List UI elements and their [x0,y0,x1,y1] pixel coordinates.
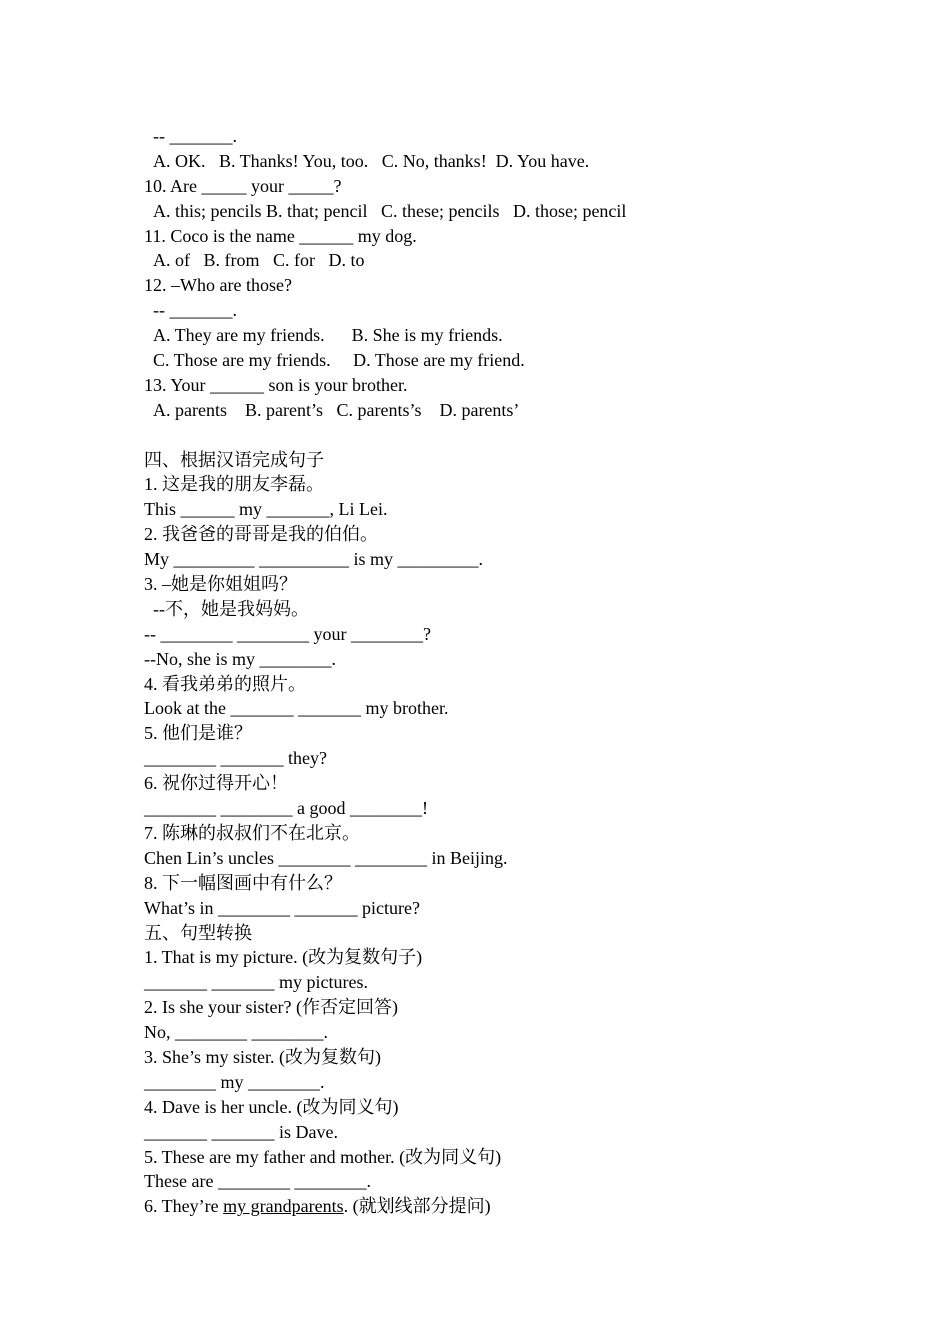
s4-q8-chinese: 8. 下一幅图画中有什么？ [144,872,342,893]
s5-q5-answer: These are ________ ________. [144,1171,371,1192]
q12-options-row-1: A. They are my friends. B. She is my friends. [153,325,503,346]
s4-q3-chinese-reply: --不，她是我妈妈。 [153,598,309,619]
s5-q6-suffix: . (就划线部分提问) [343,1196,491,1217]
s5-q4: 4. Dave is her uncle. (改为同义句) [144,1096,399,1117]
s4-q1-english: This ______ my _______, Li Lei. [144,499,388,520]
s5-q6-underlined-phrase: my grandparents [223,1196,344,1217]
s4-q6-chinese: 6. 祝你过得开心！ [144,773,288,794]
s5-q6-prefix: 6. They’re [144,1196,224,1217]
q13-options: A. parents B. parent’s C. parents’s D. parents’ [153,399,520,420]
s5-q5: 5. These are my father and mother. (改为同义句) [144,1146,502,1167]
s5-q3-answer: ________ my ________. [144,1071,325,1092]
s5-q6 [144,1194,844,1219]
s4-q6-english: ________ ________ a good ________! [144,798,428,819]
s5-q4-answer: _______ _______ is Dave. [144,1121,338,1142]
s4-q8-english: What’s in ________ _______ picture? [144,897,420,918]
s4-q3-english-reply: --No, she is my ________. [144,648,336,669]
section-spacer [144,423,844,448]
s5-q2: 2. Is she your sister? (作否定回答) [144,997,398,1018]
q12-question: 12. –Who are those? [144,275,292,296]
q10-options: A. this; pencils B. that; pencil C. these; pencils D. those; pencil [153,200,627,221]
section5-heading: 五、句型转换 [144,922,252,943]
q10-question: 10. Are _____ your _____? [144,175,342,196]
s4-q5-english: ________ _______ they? [144,748,327,769]
s4-q7-chinese: 7. 陈琳的叔叔们不在北京。 [144,822,360,843]
section4-heading: 四、根据汉语完成句子 [144,449,324,470]
q12-answer-line: -- _______. [153,300,237,321]
q9-answer-line: -- _______. [153,126,237,146]
s4-q2-chinese: 2. 我爸爸的哥哥是我的伯伯。 [144,524,378,545]
s4-q3-chinese: 3. –她是你姐姐吗？ [144,574,297,595]
q11-options: A. of B. from C. for D. to [153,250,365,271]
s5-q3: 3. She’s my sister. (改为复数句) [144,1046,381,1067]
q9-options: A. OK. B. Thanks! You, too. C. No, thanks! D. You have. [153,150,590,171]
s4-q1-chinese: 1. 这是我的朋友李磊。 [144,474,324,495]
q11-question: 11. Coco is the name ______ my dog. [144,225,417,246]
s4-q2-english: My _________ __________ is my _________. [144,549,484,570]
s5-q1-answer: _______ _______ my pictures. [144,972,368,993]
s5-q2-answer: No, ________ ________. [144,1022,328,1043]
s4-q4-chinese: 4. 看我弟弟的照片。 [144,673,306,694]
s4-q4-english: Look at the _______ _______ my brother. [144,698,449,719]
q12-options-row-2: C. Those are my friends. D. Those are my friend. [153,350,525,371]
s4-q7-english: Chen Lin’s uncles ________ ________ in Beijing. [144,847,508,868]
worksheet-page [144,124,844,1219]
s4-q3-english: -- ________ ________ your ________? [144,623,431,644]
s4-q5-chinese: 5. 他们是谁？ [144,723,252,744]
q13-question: 13. Your ______ son is your brother. [144,374,408,395]
s5-q1: 1. That is my picture. (改为复数句子) [144,947,423,968]
